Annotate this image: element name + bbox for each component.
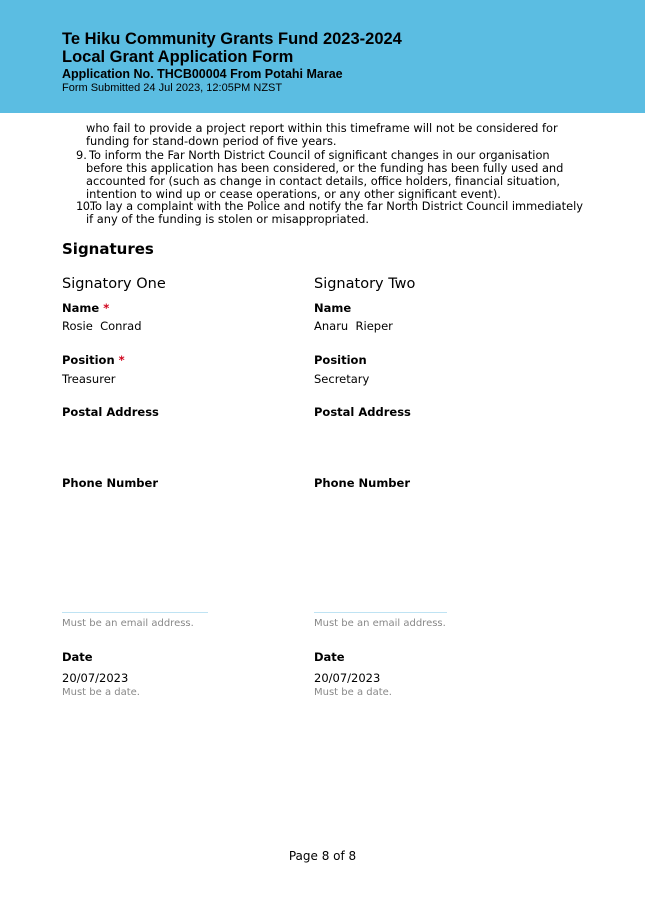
signatory-two-date-label: Date bbox=[314, 650, 345, 664]
signatory-two-date-value: 20/07/2023 bbox=[314, 671, 381, 685]
signatory-one-name-value: Rosie Conrad bbox=[62, 319, 142, 333]
signatory-one-date-hint: Must be a date. bbox=[62, 687, 140, 698]
signatory-two-position-value: Secretary bbox=[314, 372, 370, 386]
page-number: Page 8 of 8 bbox=[288, 849, 357, 863]
signatory-one-date-value: 20/07/2023 bbox=[62, 671, 129, 685]
signatory-two-email-field bbox=[314, 612, 447, 613]
signatory-one-email-hint: Must be an email address. bbox=[62, 618, 194, 629]
required-marker: * bbox=[103, 301, 110, 315]
term-9-line4: intention to wind up or cease operations, or any other significant event). bbox=[86, 187, 501, 201]
header-banner bbox=[0, 0, 645, 113]
signatory-two-name-value: Anaru Rieper bbox=[314, 319, 393, 333]
term-9-line1: To inform the Far North District Council of significant changes in our organisation bbox=[89, 148, 550, 162]
signatory-two-email-hint: Must be an email address. bbox=[314, 618, 446, 629]
form-title: Te Hiku Community Grants Fund 2023-2024 bbox=[62, 30, 402, 48]
signatory-one-position-label: Position * bbox=[62, 353, 125, 367]
signatory-two-postal-label: Postal Address bbox=[314, 405, 411, 419]
term-9-line3: accounted for (such as change in contact details, office holders, financial situation, bbox=[86, 174, 561, 188]
signatures-heading: Signatures bbox=[62, 240, 154, 258]
signatory-two-position-label: Position bbox=[314, 353, 367, 367]
signatory-one-name-label: Name * bbox=[62, 301, 110, 315]
signatory-two-date-hint: Must be a date. bbox=[314, 687, 392, 698]
application-number: Application No. THCB00004 From Potahi Marae bbox=[62, 67, 343, 81]
signatory-one-position-value: Treasurer bbox=[62, 372, 116, 386]
term-10-line1: To lay a complaint with the Police and notify the far North District Council immediately bbox=[90, 199, 583, 213]
form-subtitle: Local Grant Application Form bbox=[62, 48, 294, 66]
signatory-one-phone-label: Phone Number bbox=[62, 476, 159, 490]
required-marker: * bbox=[118, 353, 125, 367]
term-9-number: 9. bbox=[76, 148, 87, 162]
term-8-continuation-line2: funding for stand-down period of five years. bbox=[86, 134, 337, 148]
signatory-two-phone-label: Phone Number bbox=[314, 476, 411, 490]
signatory-two-heading: Signatory Two bbox=[314, 276, 416, 292]
term-10-number: 10. bbox=[76, 199, 93, 213]
term-9-line2: before this application has been considered, or the funding has been fully used and bbox=[86, 161, 564, 175]
signatory-one-email-field bbox=[62, 612, 208, 613]
term-10-line2: if any of the funding is stolen or misappropriated. bbox=[86, 212, 369, 226]
submitted-date: Form Submitted 24 Jul 2023, 12:05PM NZST bbox=[62, 82, 283, 94]
signatory-one-date-label: Date bbox=[62, 650, 93, 664]
signatory-one-heading: Signatory One bbox=[62, 276, 166, 292]
term-8-continuation-line1: who fail to provide a project report within this timeframe will not be considered for bbox=[86, 121, 558, 135]
signatory-one-postal-label: Postal Address bbox=[62, 405, 159, 419]
signatory-two-name-label: Name bbox=[314, 301, 352, 315]
